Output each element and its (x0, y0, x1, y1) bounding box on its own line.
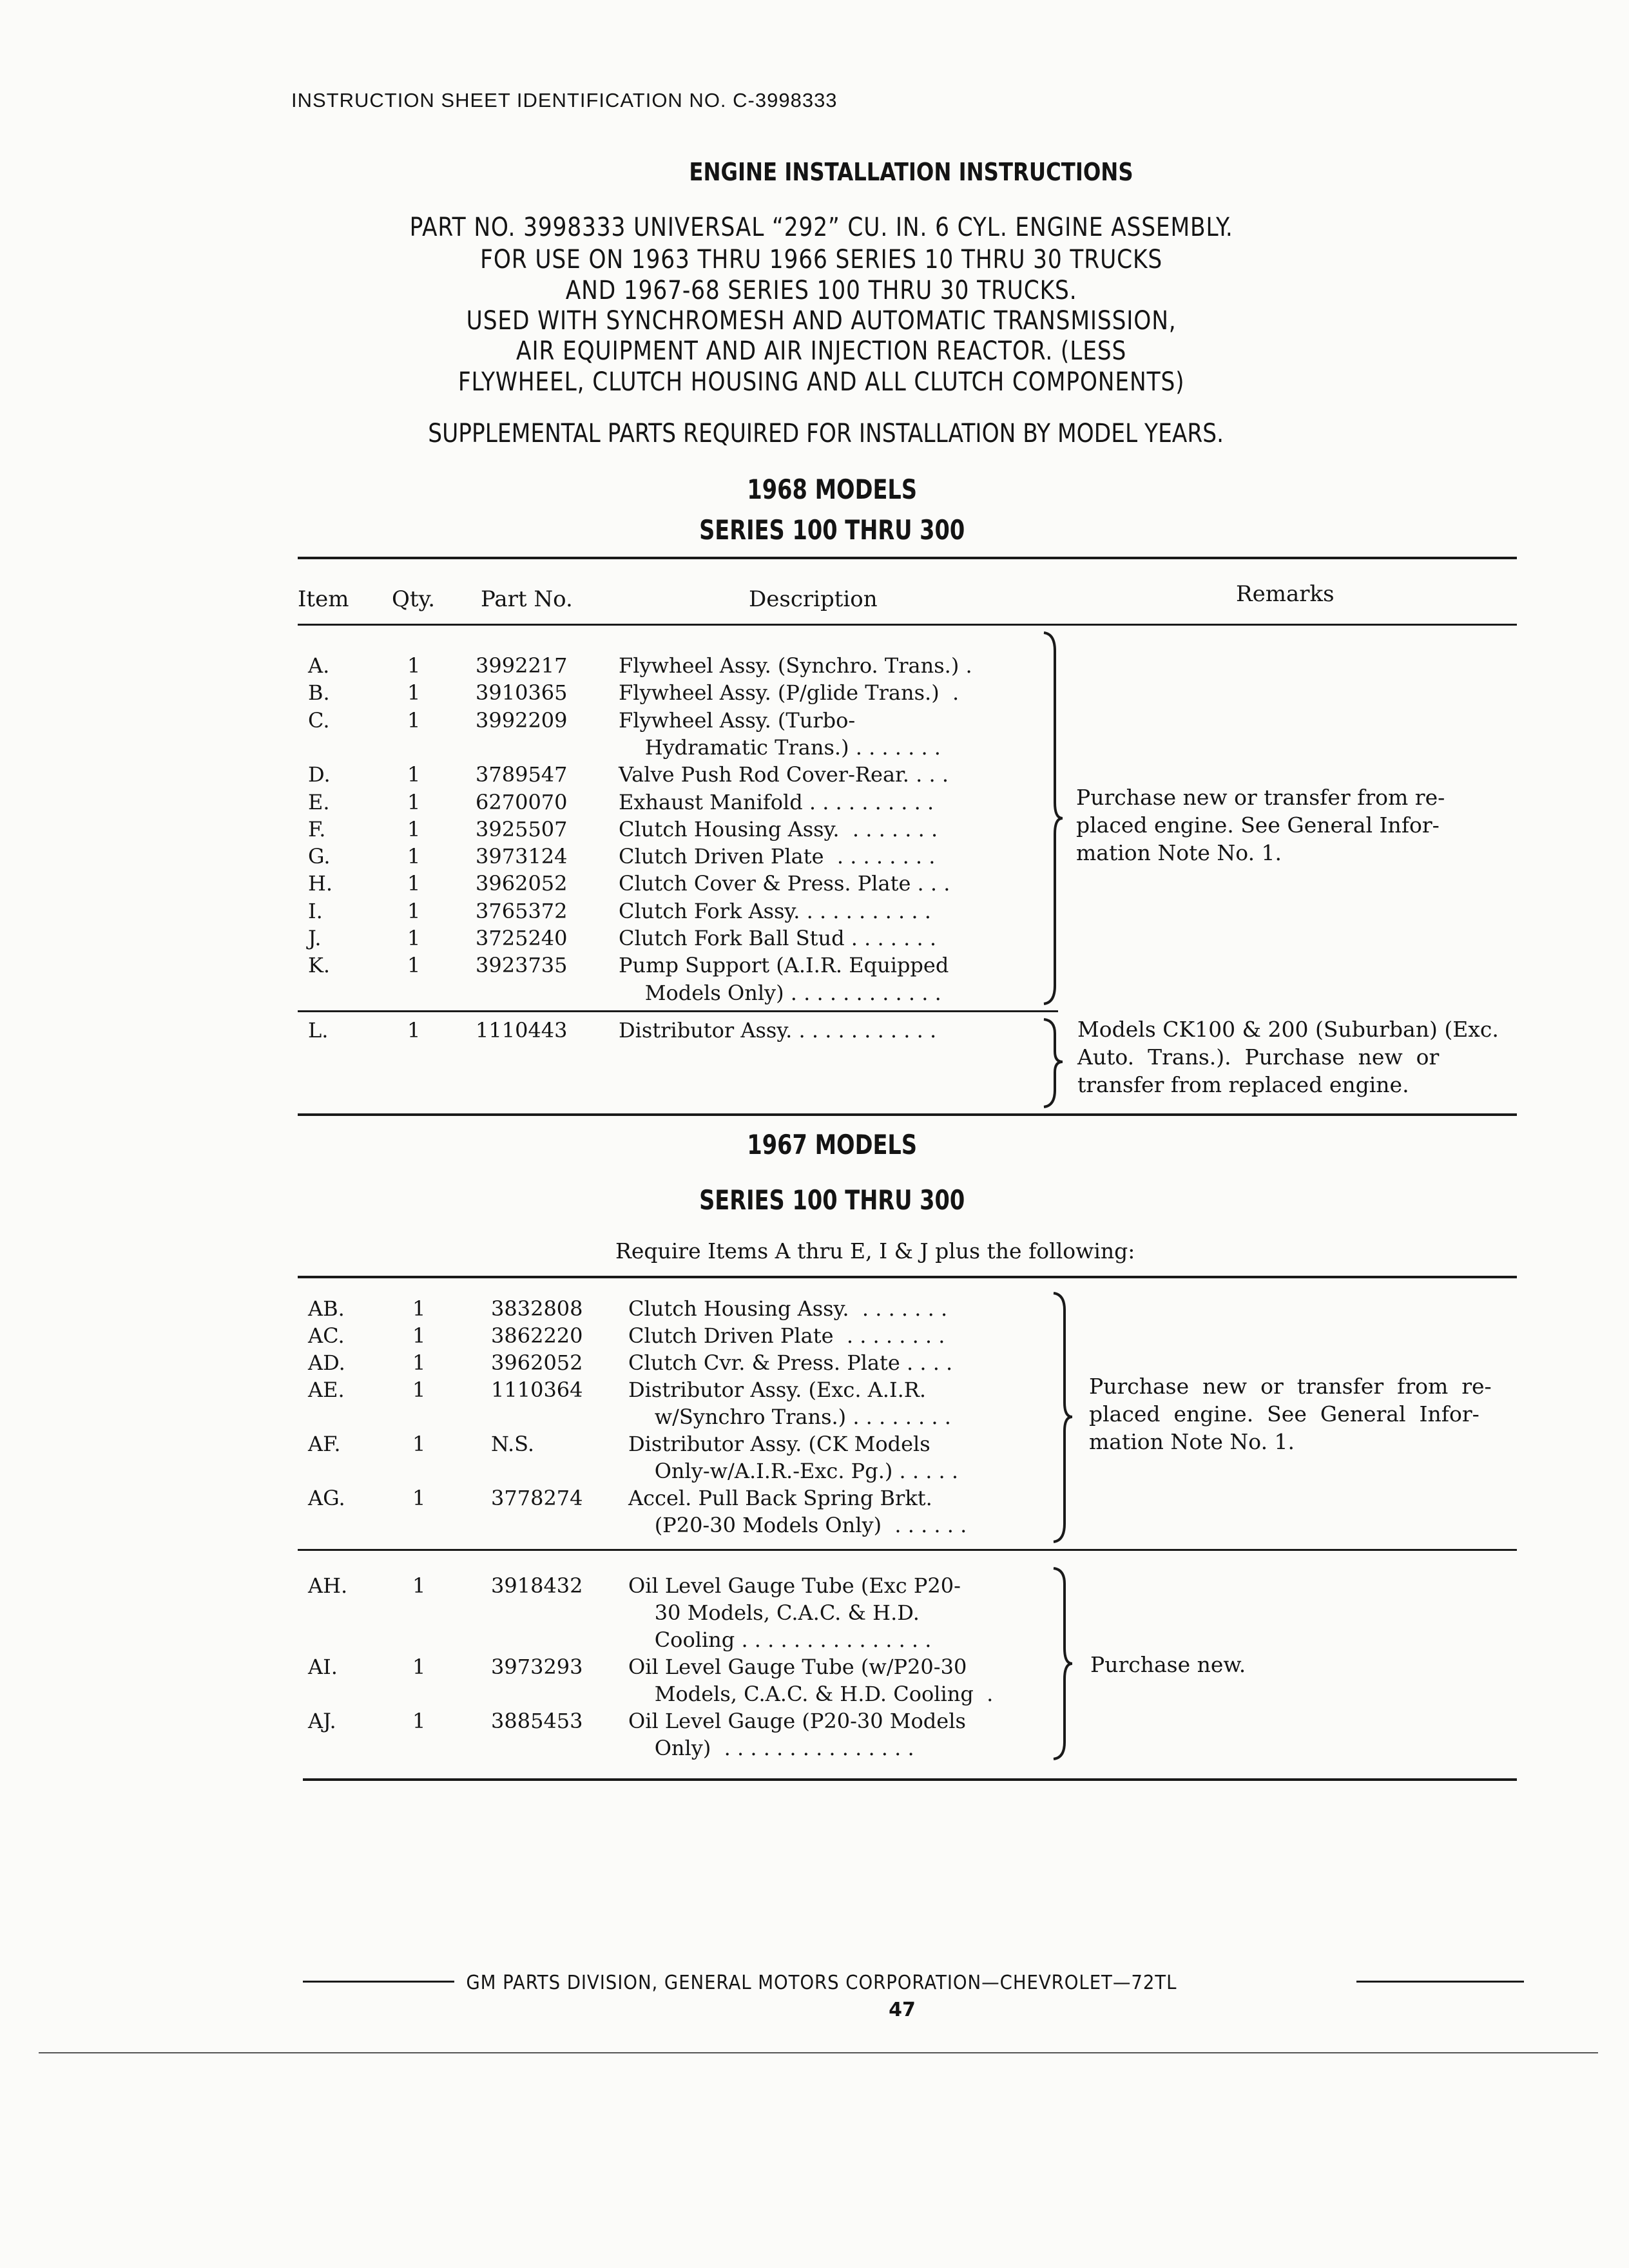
section-title-1968: 1968 MODELS (747, 474, 918, 505)
document-title: ENGINE INSTALLATION INSTRUCTIONS (689, 158, 1133, 186)
cell-part: 3910365 (476, 680, 568, 706)
cell-desc: Oil Level Gauge (P20-30 Models (628, 1709, 966, 1733)
cell-item: C. (308, 707, 330, 733)
cell-desc: Clutch Fork Ball Stud . . . . . . . (619, 926, 936, 950)
cell-part: 3862220 (491, 1323, 583, 1348)
cell-part: 3765372 (476, 898, 568, 923)
column-header-qty: Qty. (392, 586, 436, 612)
cell-item: J. (308, 926, 322, 950)
cell-desc: Flywheel Assy. (P/glide Trans.) . (619, 680, 959, 706)
cell-qty: 1 (407, 762, 421, 787)
cell-item: A. (308, 653, 330, 678)
cell-qty: 1 (412, 1350, 426, 1375)
remark-line: mation Note No. 1. (1089, 1429, 1295, 1454)
cell-item: AB. (308, 1296, 345, 1321)
cell-desc: Oil Level Gauge Tube (Exc P20- (628, 1573, 961, 1598)
brace-icon (1050, 1292, 1076, 1543)
page-number: 47 (889, 1999, 916, 2021)
cell-desc: Clutch Housing Assy. . . . . . . . (619, 816, 938, 841)
cell-desc: Only-w/A.I.R.-Exc. Pg.) . . . . . (628, 1459, 959, 1483)
brace-icon (1041, 631, 1066, 1005)
cell-desc: Valve Push Rod Cover-Rear. . . . (619, 762, 949, 787)
cell-part: 3992217 (476, 653, 568, 678)
cell-qty: 1 (407, 816, 421, 841)
cell-desc: Clutch Cover & Press. Plate . . . (619, 871, 950, 896)
sheet-identification: INSTRUCTION SHEET IDENTIFICATION NO. C-3998333 (291, 89, 838, 111)
cell-item: E. (308, 789, 330, 814)
cell-qty: 1 (407, 844, 421, 869)
column-header-part: Part No. (481, 586, 573, 612)
cell-part: 3778274 (491, 1486, 583, 1510)
cell-desc: Only) . . . . . . . . . . . . . . . (628, 1736, 914, 1760)
cell-qty: 1 (407, 898, 421, 923)
row-divider (298, 1010, 1058, 1012)
cell-desc: Flywheel Assy. (Synchro. Trans.) . (619, 653, 972, 678)
table-top-rule (298, 557, 1517, 559)
cell-item: F. (308, 816, 326, 841)
table-bottom-rule (303, 1778, 1517, 1781)
cell-qty: 1 (412, 1323, 426, 1348)
cell-desc: Accel. Pull Back Spring Brkt. (628, 1486, 932, 1510)
section-series-1967: SERIES 100 THRU 300 (699, 1184, 965, 1216)
cell-desc: Models Only) . . . . . . . . . . . . (619, 980, 941, 1005)
cell-item: B. (308, 680, 330, 706)
cell-item: AH. (308, 1573, 348, 1598)
cell-qty: 1 (407, 926, 421, 950)
cell-item: K. (308, 953, 331, 978)
remark-line: Purchase new or transfer from re- (1076, 785, 1445, 810)
cell-part: 3789547 (476, 762, 568, 787)
row-divider (298, 1549, 1517, 1551)
column-header-description: Description (749, 586, 878, 612)
cell-desc: Exhaust Manifold . . . . . . . . . . (619, 789, 934, 814)
cell-desc: Cooling . . . . . . . . . . . . . . . (628, 1628, 932, 1652)
cell-desc: Oil Level Gauge Tube (w/P20-30 (628, 1655, 967, 1679)
cell-qty: 1 (407, 707, 421, 733)
column-header-remarks: Remarks (1236, 581, 1335, 607)
part-description-line: FLYWHEEL, CLUTCH HOUSING AND ALL CLUTCH COMPONENTS) (458, 367, 1185, 397)
remark-line: mation Note No. 1. (1076, 840, 1282, 865)
cell-part: 3923735 (476, 953, 568, 978)
cell-item: H. (308, 871, 333, 896)
cell-desc: Hydramatic Trans.) . . . . . . . (619, 735, 941, 760)
part-description-line: AND 1967-68 SERIES 100 THRU 30 TRUCKS. (565, 276, 1077, 305)
table-top-rule (298, 1276, 1517, 1278)
cell-item: I. (308, 898, 323, 923)
section-series-1968: SERIES 100 THRU 300 (699, 514, 965, 546)
cell-part: 3725240 (476, 926, 568, 950)
cell-qty: 1 (407, 789, 421, 814)
cell-desc: Distributor Assy. (CK Models (628, 1432, 930, 1456)
part-description-line: PART NO. 3998333 UNIVERSAL “292” CU. IN. 6 CYL. ENGINE ASSEMBLY. (409, 213, 1233, 242)
cell-desc: Models, C.A.C. & H.D. Cooling . (628, 1682, 994, 1706)
cell-qty: 1 (412, 1378, 426, 1402)
cell-desc: Clutch Driven Plate . . . . . . . . (628, 1323, 945, 1348)
cell-item: AC. (308, 1323, 345, 1348)
remarks-1967-oil: Purchase new. (1090, 1652, 1246, 1677)
cell-qty: 1 (412, 1296, 426, 1321)
cell-desc: Clutch Housing Assy. . . . . . . . (628, 1296, 948, 1321)
cell-desc: 30 Models, C.A.C. & H.D. (628, 1600, 920, 1625)
remark-line: Models CK100 & 200 (Suburban) (Exc. (1077, 1017, 1499, 1042)
cell-desc: (P20-30 Models Only) . . . . . . (628, 1513, 967, 1537)
cell-qty: 1 (412, 1655, 426, 1679)
cell-part: 3962052 (476, 871, 568, 896)
cell-part: 3973293 (491, 1655, 583, 1679)
cell-part: 1110364 (491, 1378, 583, 1402)
remark-line: placed engine. See General Infor- (1076, 812, 1440, 838)
remark-line: transfer from replaced engine. (1077, 1072, 1409, 1097)
cell-desc: Clutch Cvr. & Press. Plate . . . . (628, 1350, 953, 1375)
cell-desc: Distributor Assy. (Exc. A.I.R. (628, 1378, 927, 1402)
part-description-line: USED WITH SYNCHROMESH AND AUTOMATIC TRANSMISSION, (466, 306, 1177, 336)
cell-item: AD. (308, 1350, 345, 1375)
cell-part: 1110443 (476, 1018, 568, 1043)
cell-part: 6270070 (476, 789, 568, 814)
part-description-line: FOR USE ON 1963 THRU 1966 SERIES 10 THRU 30 TRUCKS (480, 245, 1163, 274)
remark-line: Purchase new or transfer from re- (1089, 1374, 1492, 1399)
cell-part: 3925507 (476, 816, 568, 841)
scan-edge-line (39, 2052, 1598, 2053)
brace-icon (1041, 1018, 1066, 1108)
cell-item: AI. (308, 1655, 338, 1679)
brace-icon (1050, 1567, 1076, 1760)
cell-qty: 1 (407, 1018, 421, 1043)
cell-qty: 1 (407, 680, 421, 706)
remark-line: placed engine. See General Infor- (1089, 1401, 1480, 1427)
cell-item: D. (308, 762, 331, 787)
cell-item: AG. (308, 1486, 345, 1510)
cell-desc: Pump Support (A.I.R. Equipped (619, 953, 949, 978)
cell-desc: Distributor Assy. . . . . . . . . . . . (619, 1018, 937, 1043)
cell-part: 3832808 (491, 1296, 583, 1321)
supplemental-heading: SUPPLEMENTAL PARTS REQUIRED FOR INSTALLATION BY MODEL YEARS. (428, 419, 1224, 448)
cell-part: 3973124 (476, 844, 568, 869)
remark-line: Auto. Trans.). Purchase new or (1077, 1044, 1440, 1070)
cell-qty: 1 (412, 1432, 426, 1456)
cell-item: AE. (308, 1378, 345, 1402)
cell-item: G. (308, 844, 331, 869)
cell-part: N.S. (491, 1432, 535, 1456)
cell-qty: 1 (412, 1573, 426, 1598)
cell-desc: Clutch Driven Plate . . . . . . . . (619, 844, 936, 869)
requirement-note: Require Items A thru E, I & J plus the following: (615, 1238, 1135, 1264)
footer-text: GM PARTS DIVISION, GENERAL MOTORS CORPORATION—CHEVROLET—72TL (466, 1972, 1177, 1994)
cell-item: AJ. (308, 1709, 336, 1733)
cell-part: 3962052 (491, 1350, 583, 1375)
cell-qty: 1 (407, 653, 421, 678)
column-header-item: Item (298, 586, 349, 612)
cell-item: AF. (308, 1432, 341, 1456)
cell-desc: w/Synchro Trans.) . . . . . . . . (628, 1405, 951, 1429)
cell-qty: 1 (407, 871, 421, 896)
cell-qty: 1 (412, 1709, 426, 1733)
cell-part: 3885453 (491, 1709, 583, 1733)
header-divider (298, 624, 1517, 626)
cell-part: 3992209 (476, 707, 568, 733)
cell-qty: 1 (407, 953, 421, 978)
cell-desc: Clutch Fork Assy. . . . . . . . . . . (619, 898, 931, 923)
cell-item: L. (308, 1018, 329, 1043)
section-title-1967: 1967 MODELS (747, 1129, 918, 1160)
table-bottom-rule (298, 1113, 1517, 1116)
cell-part: 3918432 (491, 1573, 583, 1598)
part-description-line: AIR EQUIPMENT AND AIR INJECTION REACTOR. (LESS (516, 336, 1127, 366)
cell-desc: Flywheel Assy. (Turbo- (619, 707, 856, 733)
cell-qty: 1 (412, 1486, 426, 1510)
